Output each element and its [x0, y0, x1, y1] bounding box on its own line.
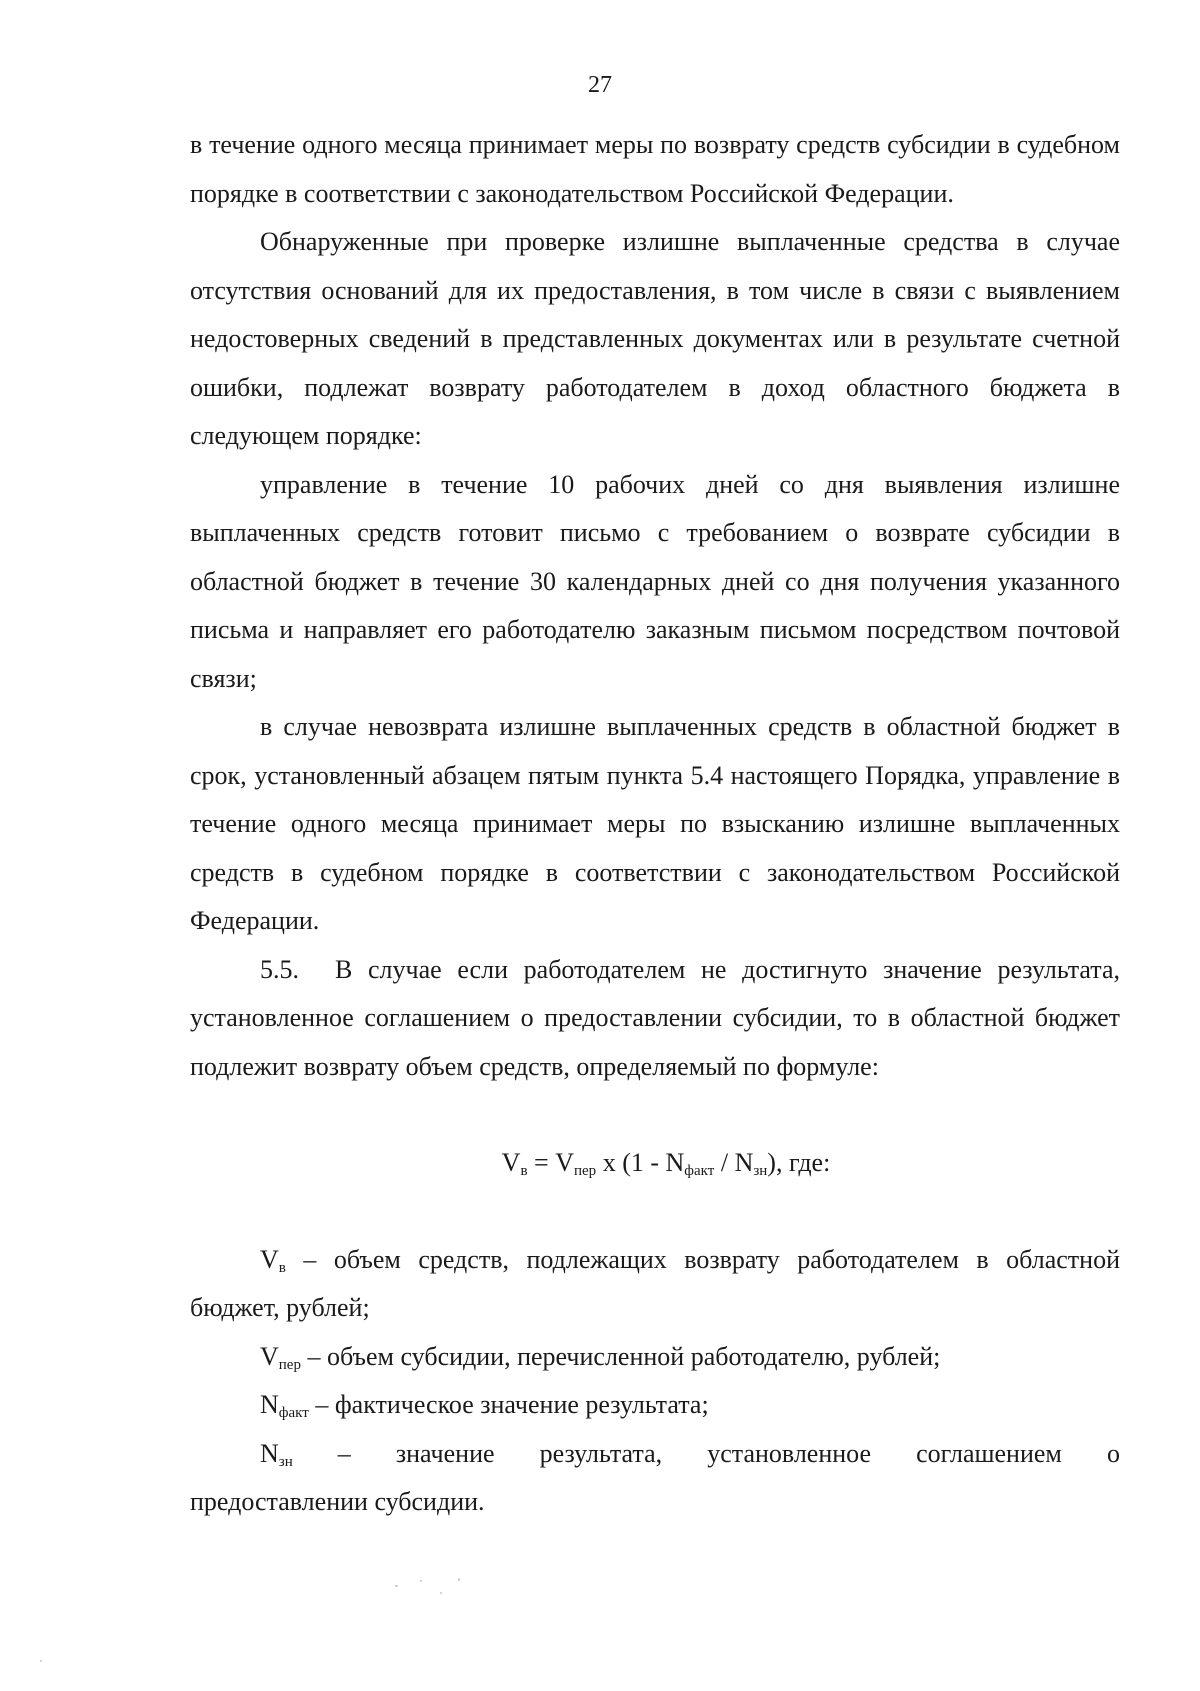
def-nfakt-sub: факт [278, 1405, 309, 1421]
formula-v: V [501, 1148, 521, 1177]
formula-nzn-sub: зн [753, 1163, 768, 1179]
definition-vper [190, 1333, 1120, 1382]
def-vper-sub: пер [278, 1356, 301, 1373]
def-vb-text: – объем средств, подлежащих возврату работодателем в областной бюджет, рублей; [190, 1244, 1120, 1322]
definition-nzn-continuation: предоставлении субсидии. [190, 1487, 485, 1516]
formula-vper-sub: пер [574, 1163, 597, 1179]
paragraph-management-letter: управление в течение 10 рабочих дней со дня выявления излишне выплаченных средств готовит письмо с требованием о возврате субсидии в областной бюджет в течение 30 календарных дней со дня получения указанного письма и направляет его работодателю заказным письмом посредством почтовой связи; [190, 469, 1120, 693]
def-nfakt-symbol: N [260, 1390, 279, 1419]
formula-slash: / [714, 1148, 735, 1177]
def-nzn-symbol: N [260, 1438, 279, 1468]
def-nzn-word: значение [395, 1438, 495, 1468]
scan-speck [395, 1585, 398, 1587]
def-vb-sub: в [278, 1259, 286, 1276]
paragraph-section-5-5 [190, 946, 1120, 1092]
def-vper-symbol: V [260, 1341, 279, 1371]
paragraph-non-return: в случае невозврата излишне выплаченных средств в областной бюджет в срок, установленный абзацем пятым пункта 5.4 настоящего Порядка, управление в течение одного месяца принимает меры по взысканию излишне выплаченных средств в судебном порядке в соответствии с законодательством Российской Федерации. [190, 712, 1120, 935]
def-nzn-word: о [1106, 1438, 1120, 1468]
def-nzn-sub: зн [278, 1453, 293, 1470]
formula-eq: = [527, 1148, 556, 1177]
page-number: 27 [588, 72, 612, 98]
definition-vb [190, 1236, 1120, 1333]
document-body [190, 121, 1120, 1527]
formula-v-sub: в [520, 1163, 528, 1179]
section-number: 5.5. [260, 954, 299, 984]
formula-vper: V [555, 1148, 574, 1177]
def-nzn-symbol-group [260, 1430, 293, 1479]
paragraph-overpaid-funds: Обнаруженные при проверке излишне выплаченные средства в случае отсутствия оснований для их предоставления, в том числе в связи с выявлением недостоверных сведений в представленных документах или в результате счетной ошибки, подлежат возврату работодателем в доход областного бюджета в следующем порядке: [190, 227, 1120, 450]
def-vper-text: – объем субсидии, перечисленной работодателю, рублей; [300, 1341, 941, 1371]
scan-speck [458, 1578, 460, 1581]
definition-nfakt [190, 1381, 1120, 1430]
def-nfakt-text: – фактическое значение результата; [308, 1390, 709, 1419]
formula [190, 1139, 1120, 1188]
formula-tail: ), где: [767, 1148, 831, 1177]
scan-speck [420, 1580, 422, 1582]
formula-nzn: N [734, 1148, 754, 1177]
formula-nfakt-sub: факт [684, 1163, 715, 1179]
def-nzn-word: результата, [539, 1438, 663, 1468]
formula-nfakt: N [665, 1148, 685, 1177]
paragraph-return-court: в течение одного месяца принимает меры по возврату средств субсидии в судебном порядке в соответствии с законодательством Российской Федерации. [190, 130, 1120, 208]
def-nzn-word: соглашением [916, 1438, 1062, 1468]
formula-mid: х (1 - [596, 1148, 666, 1177]
def-nzn-word: – [337, 1438, 351, 1468]
def-vb-symbol: V [260, 1244, 279, 1274]
def-nzn-word: установленное [707, 1438, 872, 1468]
scan-speck [440, 1592, 442, 1594]
scan-speck [40, 1660, 42, 1662]
section-text: В случае если работодателем не достигнуто значение результата, установленное соглашением о предоставлении субсидии, то в областной бюджет подлежит возврату объем средств, определяемый по формуле: [190, 954, 1120, 1081]
definition-nzn [190, 1430, 1120, 1479]
